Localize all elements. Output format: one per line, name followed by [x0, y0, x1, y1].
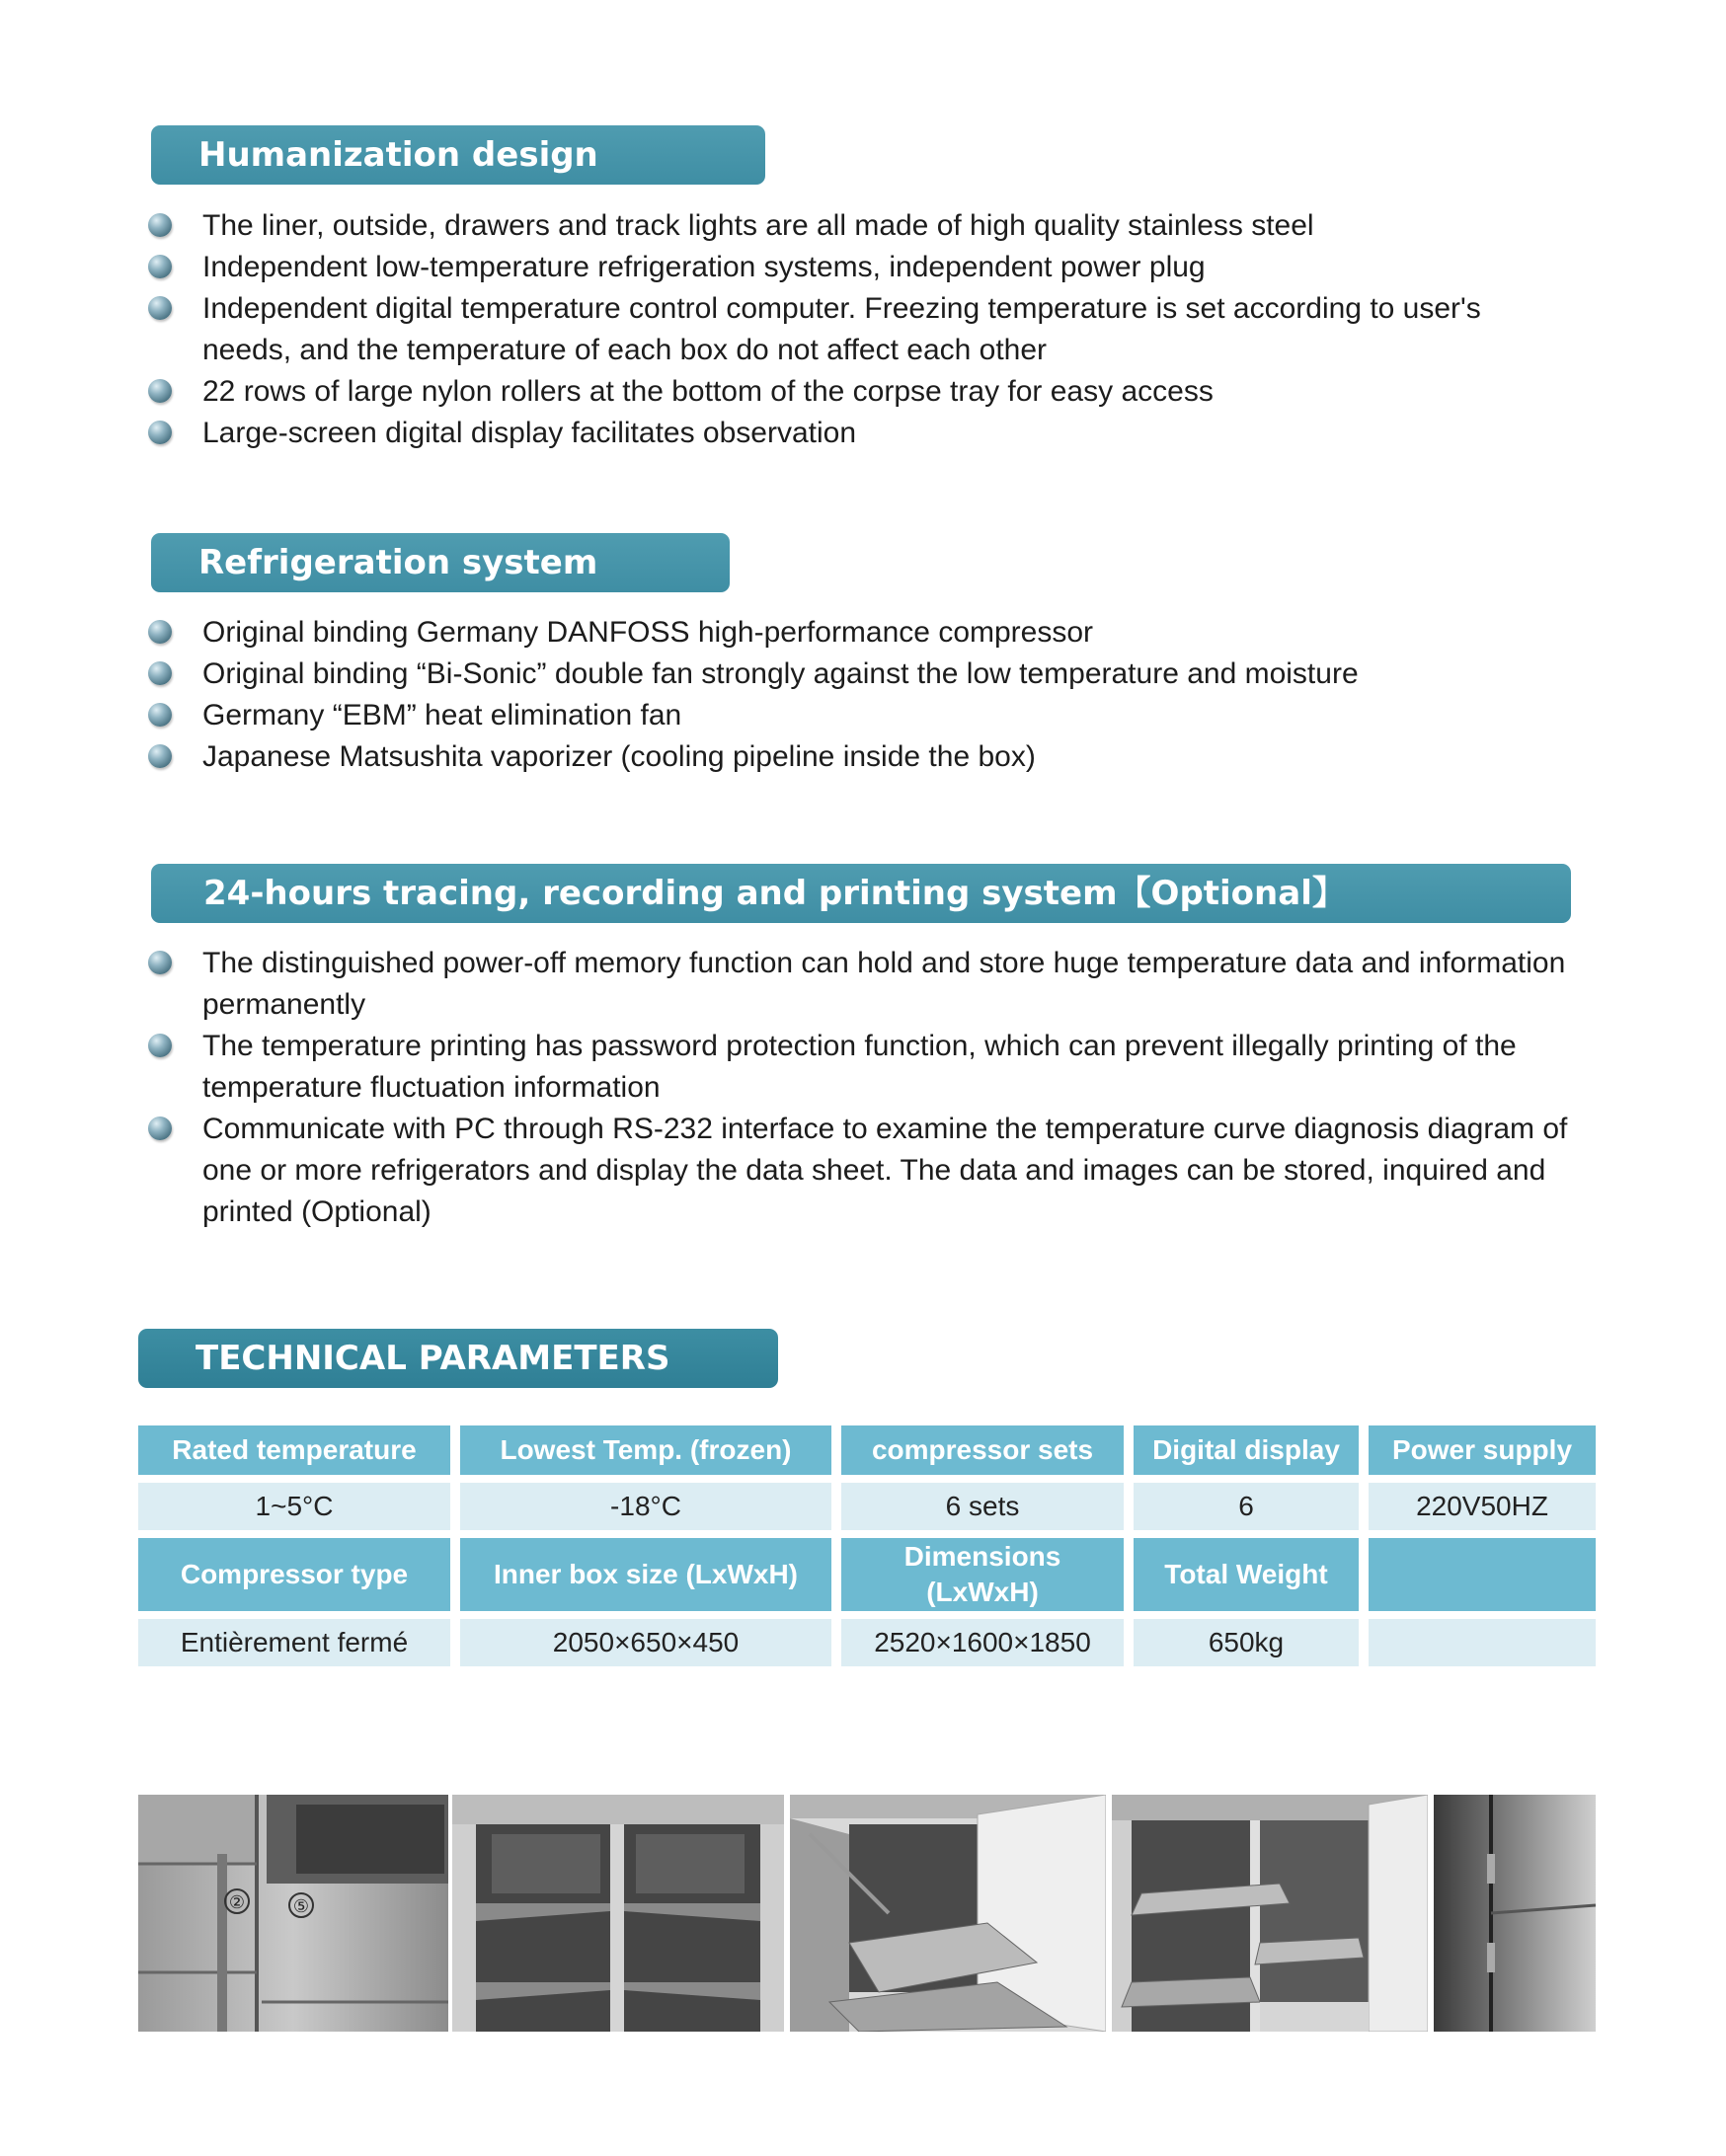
section-header-tracing — [151, 864, 1571, 923]
table-row — [138, 1425, 1596, 1475]
table-row — [138, 1483, 1596, 1530]
table-cell: Entièrement fermé — [138, 1619, 450, 1666]
list-item: Communicate with PC through RS-232 interface to examine the temperature curve diagnosis diagram of one or more refrigerators and display the data sheet. The data and images can be stored, inquired and printed (Optional) — [148, 1109, 1570, 1233]
bullet-icon — [148, 255, 172, 278]
table-header-cell — [1369, 1538, 1596, 1611]
bullet-icon — [148, 620, 172, 644]
table-cell: 2050×650×450 — [460, 1619, 831, 1666]
table-header-cell: Lowest Temp. (frozen) — [460, 1425, 831, 1475]
photo-door-label: ⑤ — [292, 1896, 310, 1917]
table-cell: 6 — [1134, 1483, 1359, 1530]
bullet-list-tracing — [148, 943, 1570, 1233]
table-header-cell: Digital display — [1134, 1425, 1359, 1475]
bullet-icon — [148, 296, 172, 320]
list-item: Independent digital temperature control computer. Freezing temperature is set according to user's needs, and the temperature of each box do not affect each other — [148, 288, 1570, 371]
table-header-cell: Inner box size (LxWxH) — [460, 1538, 831, 1611]
table-cell: 2520×1600×1850 — [841, 1619, 1124, 1666]
table-row — [138, 1538, 1596, 1611]
bullet-icon — [148, 661, 172, 685]
table-cell: 6 sets — [841, 1483, 1124, 1530]
table-row — [138, 1619, 1596, 1666]
table-header-cell: compressor sets — [841, 1425, 1124, 1475]
list-item: Japanese Matsushita vaporizer (cooling pipeline inside the box) — [148, 736, 1570, 778]
technical-parameters-table — [128, 1418, 1606, 1674]
list-item: Independent low-temperature refrigeration systems, independent power plug — [148, 247, 1570, 288]
section-header-refrigeration — [151, 533, 730, 592]
photo-door-label: ② — [228, 1892, 246, 1913]
table-cell: 1~5°C — [138, 1483, 450, 1530]
table-header-cell: Compressor type — [138, 1538, 450, 1611]
table-cell — [1369, 1619, 1596, 1666]
list-item: The distinguished power-off memory function can hold and store huge temperature data and information permanently — [148, 943, 1570, 1026]
list-item: Original binding Germany DANFOSS high-performance compressor — [148, 612, 1570, 654]
product-photo-5 — [1434, 1795, 1596, 2032]
product-photo-2 — [452, 1795, 784, 2032]
product-photo-3 — [790, 1795, 1106, 2032]
section-header-humanization — [151, 125, 765, 185]
list-item: The liner, outside, drawers and track lights are all made of high quality stainless steel — [148, 205, 1570, 247]
table-cell: -18°C — [460, 1483, 831, 1530]
product-photo-1 — [138, 1795, 448, 2032]
table-cell: 650kg — [1134, 1619, 1359, 1666]
product-photo-4 — [1112, 1795, 1428, 2032]
bullet-icon — [148, 951, 172, 974]
table-header-cell: Rated temperature — [138, 1425, 450, 1475]
section-title: 24-hours tracing, recording and printing system【Optional】 — [203, 874, 1346, 913]
bullet-list-refrigeration — [148, 612, 1570, 778]
section-title: TECHNICAL PARAMETERS — [196, 1339, 670, 1378]
list-item: The temperature printing has password protection function, which can prevent illegally printing of the temperature fluctuation information — [148, 1026, 1570, 1109]
bullet-list-humanization — [148, 205, 1570, 454]
section-title: Humanization design — [198, 135, 598, 175]
list-item: 22 rows of large nylon rollers at the bottom of the corpse tray for easy access — [148, 371, 1570, 413]
bullet-icon — [148, 213, 172, 237]
bullet-icon — [148, 1116, 172, 1140]
list-item: Large-screen digital display facilitates observation — [148, 413, 1570, 454]
section-title: Refrigeration system — [198, 543, 598, 582]
section-header-technical — [138, 1329, 778, 1388]
bullet-icon — [148, 379, 172, 403]
list-item: Original binding “Bi-Sonic” double fan strongly against the low temperature and moisture — [148, 654, 1570, 695]
list-item: Germany “EBM” heat elimination fan — [148, 695, 1570, 736]
bullet-icon — [148, 744, 172, 768]
table-cell: 220V50HZ — [1369, 1483, 1596, 1530]
bullet-icon — [148, 703, 172, 727]
table-header-cell: Dimensions (LxWxH) — [841, 1538, 1124, 1611]
bullet-icon — [148, 421, 172, 444]
product-photo-strip — [138, 1795, 1596, 2032]
table-header-cell: Power supply — [1369, 1425, 1596, 1475]
table-header-cell: Total Weight — [1134, 1538, 1359, 1611]
bullet-icon — [148, 1034, 172, 1057]
